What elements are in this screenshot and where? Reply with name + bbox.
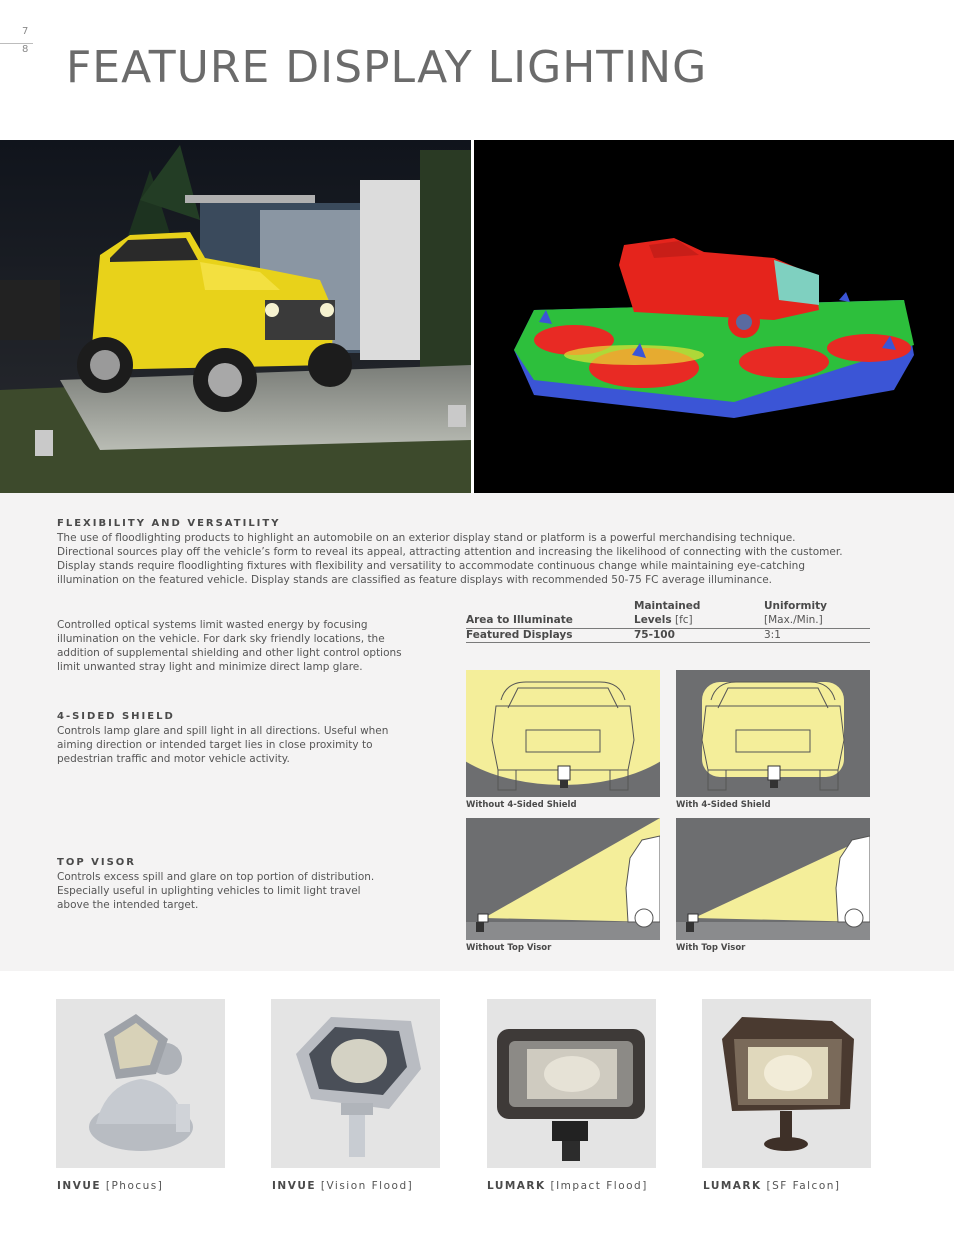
page-title: FEATURE DISPLAY LIGHTING xyxy=(66,42,708,93)
text-line: illumination on the vehicle. For dark sky friendly locations, the xyxy=(57,633,385,645)
text-line: Display stands require floodlighting fixtures with flexibility and versatility to accommodate continuous change while maintaining eye-catching xyxy=(57,560,805,572)
shield-paragraph xyxy=(57,724,388,766)
visor-paragraph xyxy=(57,870,374,912)
section-heading: 4-SIDED SHIELD xyxy=(57,711,175,722)
section-heading: TOP VISOR xyxy=(57,857,136,868)
table-cell: Featured Displays xyxy=(466,629,573,641)
text-line: addition of supplemental shielding and other light control options xyxy=(57,647,402,659)
photometric-render-image xyxy=(474,140,954,493)
table-rule xyxy=(466,642,870,643)
vision-flood-product-image xyxy=(271,999,440,1168)
text-line: Controlled optical systems limit wasted energy by focusing xyxy=(57,619,368,631)
product-label xyxy=(57,1180,163,1192)
without-shield-diagram xyxy=(466,670,660,797)
text-line: pedestrian traffic and motor vehicle activity. xyxy=(57,753,290,765)
product-brand: INVUE xyxy=(57,1180,102,1192)
optics-paragraph xyxy=(57,618,402,674)
text-line: above the intended target. xyxy=(57,899,199,911)
sf-falcon-product-image xyxy=(702,999,871,1168)
section-heading: FLEXIBILITY AND VERSATILITY xyxy=(57,518,281,529)
table-header-unit: [fc] xyxy=(674,614,693,626)
table-header: [Max./Min.] xyxy=(764,614,823,626)
table-cell: 3:1 xyxy=(764,629,781,641)
diagram-caption: Without Top Visor xyxy=(466,943,552,953)
product-brand: INVUE xyxy=(272,1180,317,1192)
text-line: Controls excess spill and glare on top portion of distribution. xyxy=(57,871,375,883)
page-number: 8 xyxy=(22,44,29,55)
with-shield-diagram xyxy=(676,670,870,797)
illuminance-table xyxy=(466,600,870,643)
diagram-caption: With 4-Sided Shield xyxy=(676,800,771,810)
table-header: Maintained xyxy=(634,600,701,612)
product-model: [Impact Flood] xyxy=(550,1180,648,1192)
page-number: 7 xyxy=(22,26,29,37)
product-label xyxy=(703,1180,841,1192)
product-label xyxy=(487,1180,648,1192)
table-header: Area to Illuminate xyxy=(466,614,573,626)
product-label xyxy=(272,1180,413,1192)
product-brand: LUMARK xyxy=(487,1180,546,1192)
product-model: [Phocus] xyxy=(105,1180,164,1192)
text-line: limit unwanted stray light and minimize direct lamp glare. xyxy=(57,661,363,673)
table-row xyxy=(466,629,870,643)
with-visor-diagram xyxy=(676,818,870,940)
product-brand: LUMARK xyxy=(703,1180,762,1192)
phocus-product-image xyxy=(56,999,225,1168)
diagram-caption: Without 4-Sided Shield xyxy=(466,800,577,810)
without-visor-diagram xyxy=(466,818,660,940)
text-line: Directional sources play off the vehicle’s form to reveal its appeal, attracting attention and increasing the likelihood of connecting with the customer. xyxy=(57,546,843,558)
impact-flood-product-image xyxy=(487,999,656,1168)
product-model: [SF Falcon] xyxy=(766,1180,841,1192)
diagram-caption: With Top Visor xyxy=(676,943,746,953)
table-cell: 75-100 xyxy=(634,629,675,641)
suv-display-photo xyxy=(0,140,471,493)
intro-paragraph xyxy=(57,531,917,587)
text-line: illumination on the featured vehicle. Display stands are classified as feature displays with recommended 50-75 FC average illuminance. xyxy=(57,574,773,586)
text-line: Controls lamp glare and spill light in all directions. Useful when xyxy=(57,725,389,737)
table-header: Levels xyxy=(634,614,672,626)
table-header: Uniformity xyxy=(764,600,827,612)
text-line: The use of floodlighting products to highlight an automobile on an exterior display stand or platform is a powerful merchandising technique. xyxy=(57,532,796,544)
text-line: aiming direction or intended target lies in close proximity to xyxy=(57,739,373,751)
text-line: Especially useful in uplighting vehicles to limit light travel xyxy=(57,885,361,897)
product-model: [Vision Flood] xyxy=(320,1180,414,1192)
